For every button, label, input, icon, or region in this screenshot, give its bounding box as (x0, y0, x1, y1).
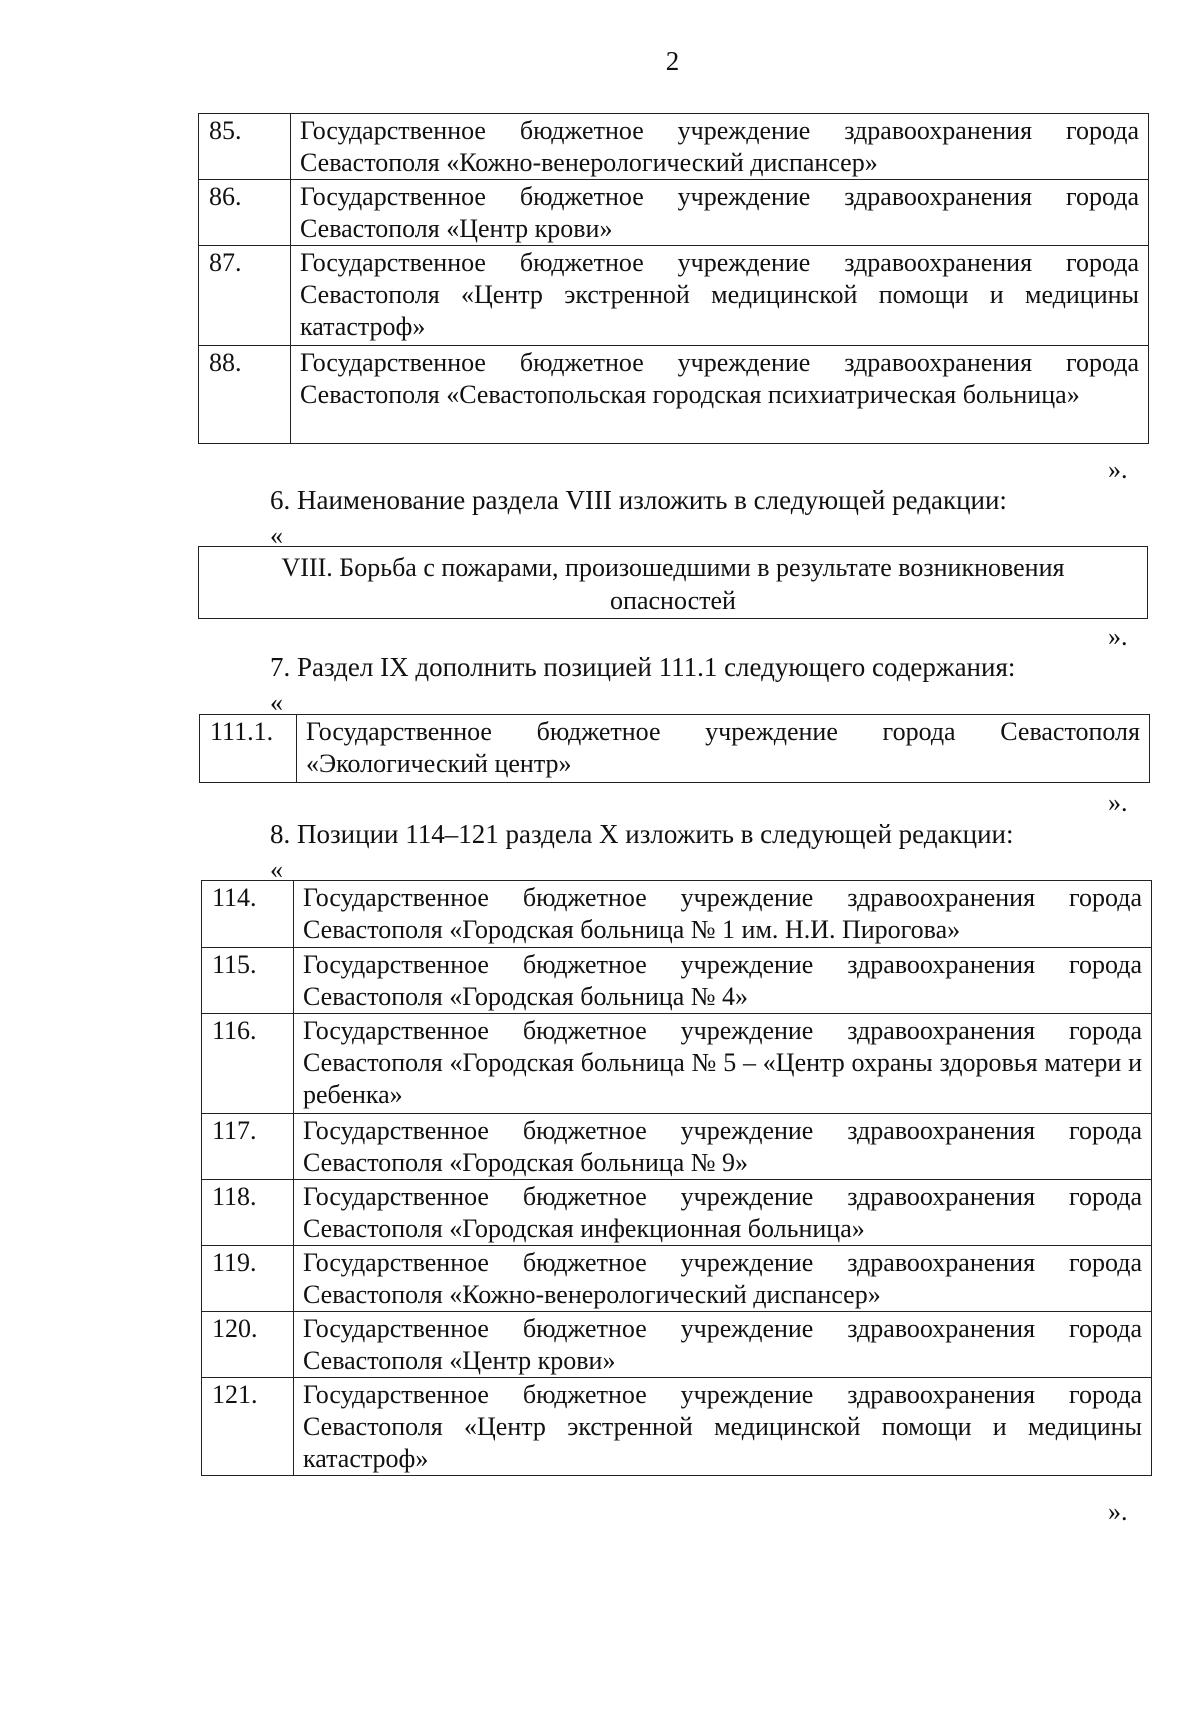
positions-table-114-121 (201, 880, 1152, 1476)
table-row (202, 948, 1152, 1014)
table-row (202, 1180, 1152, 1246)
opening-quote: « (270, 521, 283, 550)
row-number: 88. (199, 346, 291, 444)
table-row (199, 346, 1149, 444)
row-text: Государственное бюджетное учреждение здравоохранения города Севастополя «Центр экстренной медицинской помощи и медицины катастроф» (294, 1378, 1152, 1476)
row-text: Государственное бюджетное учреждение здравоохранения города Севастополя «Городская инфекционная больница» (294, 1180, 1152, 1246)
page-number: 2 (665, 46, 680, 76)
row-text: Государственное бюджетное учреждение здравоохранения города Севастополя «Городская больница № 5 – «Центр охраны здоровья матери и ребенка» (294, 1014, 1152, 1114)
row-text: Государственное бюджетное учреждение здравоохранения города Севастополя «Кожно-венерологический диспансер» (291, 114, 1149, 180)
row-text: Государственное бюджетное учреждение здравоохранения города Севастополя «Городская больница № 9» (294, 1114, 1152, 1180)
section-8-title-line-1: VIII. Борьба с пожарами, произошедшими в результате возникновения (281, 553, 1065, 582)
positions-table-85-88 (198, 113, 1149, 444)
row-text: Государственное бюджетное учреждение здравоохранения города Севастополя «Центр крови» (294, 1312, 1152, 1378)
closing-quote: ». (1108, 788, 1128, 817)
table-row (202, 1246, 1152, 1312)
row-number: 118. (202, 1180, 294, 1246)
table-row (199, 114, 1149, 180)
row-number: 116. (202, 1014, 294, 1114)
row-number: 111.1. (200, 715, 297, 783)
row-number: 117. (202, 1114, 294, 1180)
row-number: 114. (202, 881, 294, 948)
row-text: Государственное бюджетное учреждение города Севастополя «Экологический центр» (297, 715, 1150, 783)
table-row (202, 1114, 1152, 1180)
row-number: 121. (202, 1378, 294, 1476)
table-row (202, 1014, 1152, 1114)
opening-quote: « (270, 688, 283, 717)
row-text: Государственное бюджетное учреждение здравоохранения города Севастополя «Центр экстренной медицинской помощи и медицины катастроф» (291, 246, 1149, 346)
item-6-text: 6. Наименование раздела VIII изложить в следующей редакции: (270, 485, 1007, 515)
table-row (202, 1312, 1152, 1378)
row-text: Государственное бюджетное учреждение здравоохранения города Севастополя «Центр крови» (291, 180, 1149, 246)
row-number: 86. (199, 180, 291, 246)
item-7-text: 7. Раздел IX дополнить позицией 111.1 следующего содержания: (270, 652, 1016, 682)
section-8-title-box (198, 546, 1148, 619)
table-row (200, 715, 1150, 783)
row-text: Государственное бюджетное учреждение здравоохранения города Севастополя «Севастопольская городская психиатрическая больница» (291, 346, 1149, 444)
table-row (202, 881, 1152, 948)
row-number: 115. (202, 948, 294, 1014)
row-number: 119. (202, 1246, 294, 1312)
table-row (202, 1378, 1152, 1476)
row-text: Государственное бюджетное учреждение здравоохранения города Севастополя «Городская больница № 1 им. Н.И. Пирогова» (294, 881, 1152, 948)
item-8-text: 8. Позиции 114–121 раздела X изложить в следующей редакции: (270, 819, 1014, 849)
table-row (199, 246, 1149, 346)
row-number: 87. (199, 246, 291, 346)
positions-table-111-1 (199, 714, 1150, 783)
closing-quote: ». (1108, 455, 1128, 484)
closing-quote: ». (1108, 1497, 1128, 1526)
opening-quote: « (270, 855, 283, 884)
table-row (199, 180, 1149, 246)
section-8-title-line-2: опасностей (610, 586, 736, 615)
row-text: Государственное бюджетное учреждение здравоохранения города Севастополя «Городская больница № 4» (294, 948, 1152, 1014)
row-number: 85. (199, 114, 291, 180)
row-number: 120. (202, 1312, 294, 1378)
row-text: Государственное бюджетное учреждение здравоохранения города Севастополя «Кожно-венерологический диспансер» (294, 1246, 1152, 1312)
closing-quote: ». (1108, 622, 1128, 651)
